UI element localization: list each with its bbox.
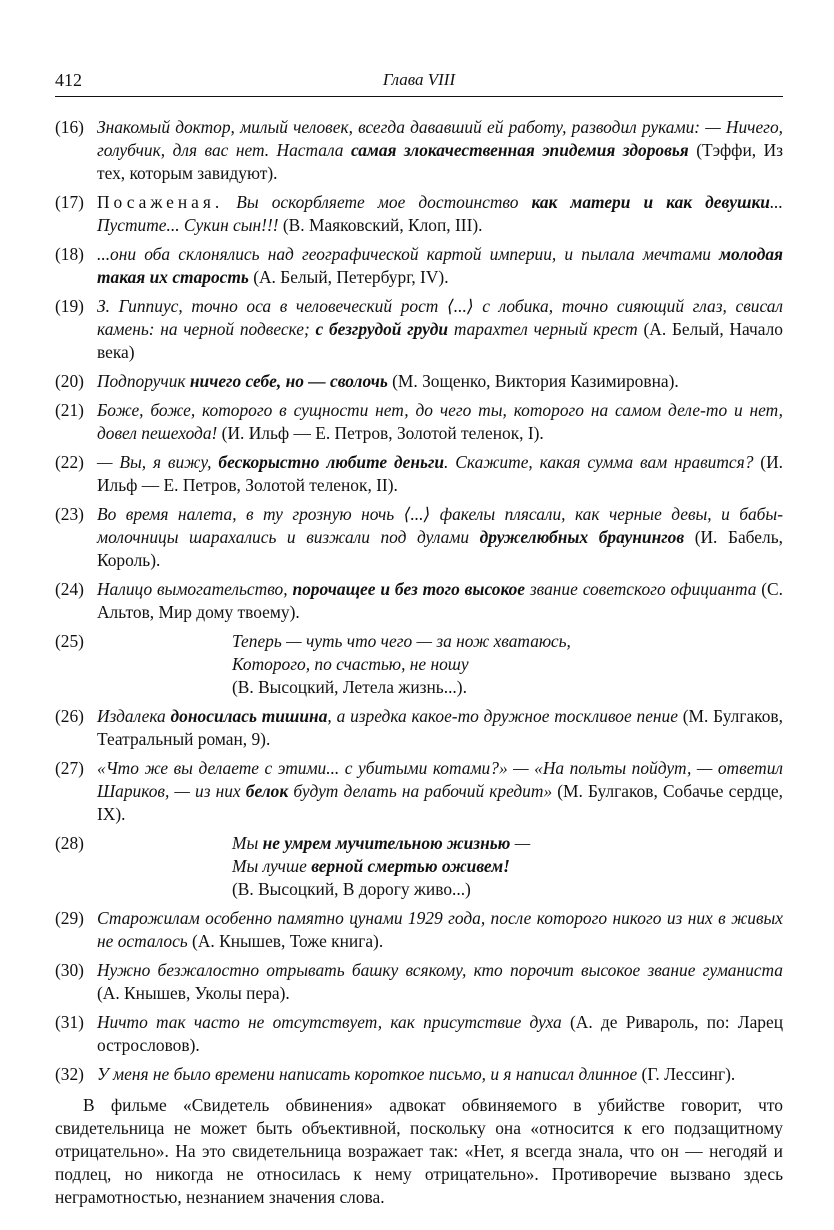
- example-list: [55, 116, 783, 1086]
- example-number: (31): [55, 1012, 84, 1032]
- source-citation: (А. Белый, Начало века): [97, 319, 783, 362]
- example-text: [97, 451, 783, 497]
- example-item: [55, 1063, 783, 1086]
- example-number: (26): [55, 706, 84, 726]
- source-citation: (А. Кнышев, Уколы пера).: [97, 983, 290, 1003]
- source-citation: (А. Кнышев, Тоже книга).: [187, 931, 384, 951]
- example-number: (18): [55, 244, 84, 264]
- example-text: [97, 243, 783, 289]
- example-number: (17): [55, 192, 84, 212]
- verse-line: [232, 878, 783, 901]
- emphasis-text: доносилась тишина: [170, 706, 328, 726]
- emphasis-text: порочащее и без того высокое: [292, 579, 526, 599]
- example-item: [55, 191, 783, 237]
- example-number: (24): [55, 579, 84, 599]
- example-text: [97, 1011, 783, 1057]
- example-number: (25): [55, 631, 84, 651]
- emphasis-text: ничего себе, но — сволочь: [189, 371, 388, 391]
- quote-text: Мы: [232, 833, 263, 853]
- quote-text: , а изредка какое-то дружное тоскливое пение: [327, 706, 678, 726]
- emphasis-text: белок: [245, 781, 289, 801]
- quote-text: Которого, по счастью, не ношу: [232, 654, 469, 674]
- example-text: [97, 959, 783, 1005]
- emphasis-text: не умрем мучительною жизнью: [262, 833, 511, 853]
- example-number: (19): [55, 296, 84, 316]
- quote-text: . Скажите, какая сумма вам нравится?: [444, 452, 754, 472]
- quote-text: будут делать на рабочий кредит»: [288, 781, 553, 801]
- example-item: [55, 907, 783, 953]
- verse-line: [232, 832, 783, 855]
- source-citation: (А. Белый, Петербург, IV).: [248, 267, 449, 287]
- source-citation: (Г. Лессинг).: [637, 1064, 736, 1084]
- quote-text: Мы лучше: [232, 856, 312, 876]
- source-citation: (В. Маяковский, Клоп, III).: [278, 215, 483, 235]
- example-item: [55, 243, 783, 289]
- example-text: [97, 116, 783, 185]
- example-item: [55, 705, 783, 751]
- source-citation: (В. Высоцкий, В дорогу живо...): [232, 879, 471, 899]
- quote-text: Ничто так часто не отсутствует, как присутствие духа: [97, 1012, 562, 1032]
- source-citation: (А. де Ривароль, по: Ларец острословов).: [97, 1012, 784, 1055]
- quote-text: Издалека: [97, 706, 171, 726]
- example-item: [55, 295, 783, 364]
- source-citation: (С. Альтов, Мир дому твоему).: [97, 579, 783, 622]
- emphasis-text: верной смертью оживем!: [311, 856, 510, 876]
- example-text: [97, 1063, 783, 1086]
- source-citation: (И. Бабель, Король).: [97, 527, 783, 570]
- example-number: (27): [55, 758, 84, 778]
- quote-text: тарахтел черный крест: [448, 319, 638, 339]
- example-number: (20): [55, 371, 84, 391]
- quote-text: З. Гиппиус, точно оса в человеческий рост ⟨...⟩ с лобика, точно сияющий глаз, свисал камень: на черной подвеске;: [97, 296, 783, 339]
- source-citation: (М. Зощенко, Виктория Казимировна).: [387, 371, 679, 391]
- quote-text: Вы оскорбляете мое достоинство: [223, 192, 532, 212]
- example-text: [97, 503, 783, 572]
- source-citation: (Тэффи, Из тех, которым завидуют).: [97, 140, 783, 183]
- example-number: (32): [55, 1064, 84, 1084]
- example-item: [55, 370, 783, 393]
- example-text: [97, 705, 783, 751]
- example-item: [55, 578, 783, 624]
- example-text: [97, 370, 783, 393]
- source-citation: (И. Ильф — Е. Петров, Золотой теленок, I).: [217, 423, 544, 443]
- quote-text: Нужно безжалостно отрывать башку всякому, кто порочит высокое звание гуманиста: [97, 960, 783, 980]
- chapter-title: Глава VIII: [382, 70, 456, 89]
- source-citation: (В. Высоцкий, Летела жизнь...).: [232, 677, 467, 697]
- example-item: [55, 630, 783, 699]
- example-item: [55, 757, 783, 826]
- quote-text: Подпоручик: [97, 371, 190, 391]
- body-paragraph: В фильме «Свидетель обвинения» адвокат обвиняемого в убийстве говорит, что свидетельница не может быть объективной, поскольку она «относится к его подзащитному отрицательно». На это свидетельница возражает так: «Нет, я всегда знала, что он — негодяй и подлец, но никогда не относилась к нему отрицательно». Противоречие вызвано здесь неграмотностью, незнанием значения слова.: [55, 1095, 783, 1207]
- quote-text: Посаженая.: [97, 192, 224, 212]
- example-item: [55, 451, 783, 497]
- emphasis-text: молодая такая их старость: [97, 244, 783, 287]
- example-text: [97, 578, 783, 624]
- example-number: (22): [55, 452, 84, 472]
- example-number: (29): [55, 908, 84, 928]
- source-citation: (М. Булгаков, Собачье сердце, IX).: [97, 781, 783, 824]
- quote-text: звание советского официанта: [525, 579, 757, 599]
- example-item: [55, 116, 783, 185]
- example-item: [55, 1011, 783, 1057]
- example-number: (16): [55, 117, 84, 137]
- quote-text: ...они оба склонялись над географической картой империи, и пылала мечтами: [97, 244, 720, 264]
- emphasis-text: как матери и как девушки: [531, 192, 770, 212]
- quote-text: Боже, боже, которого в сущности нет, до чего ты, которого на самом деле-то и нет, довел пешехода!: [97, 400, 783, 443]
- example-number: (23): [55, 504, 84, 524]
- running-header: [55, 68, 783, 97]
- emphasis-text: с безгрудой груди: [315, 319, 449, 339]
- example-text: [97, 399, 783, 445]
- verse-line: [232, 630, 783, 653]
- quote-text: Старожилам особенно памятно цунами 1929 года, после которого никого из них в живых не осталось: [97, 908, 783, 951]
- quote-text: У меня не было времени написать короткое письмо, и я написал длинное: [97, 1064, 638, 1084]
- verse-line: [232, 676, 783, 699]
- emphasis-text: бескорыстно любите деньги: [218, 452, 445, 472]
- example-text: [97, 757, 783, 826]
- example-text: [97, 630, 783, 699]
- example-text: [97, 191, 783, 237]
- page-number: 412: [55, 70, 82, 90]
- source-citation: (И. Ильф — Е. Петров, Золотой теленок, II).: [97, 452, 784, 495]
- quote-text: — Вы, я вижу,: [97, 452, 219, 472]
- source-citation: (М. Булгаков, Театральный роман, 9).: [97, 706, 783, 749]
- emphasis-text: самая злокачественная эпидемия здоровья: [350, 140, 689, 160]
- example-number: (28): [55, 833, 84, 853]
- quote-text: Теперь — чуть что чего — за нож хватаюсь,: [232, 631, 571, 651]
- quote-text: —: [510, 833, 531, 853]
- quote-text: «Что же вы делаете с этими... с убитыми котами?» — «На польты пойдут, — ответил Шариков, — из них: [97, 758, 783, 801]
- example-item: [55, 503, 783, 572]
- quote-text: Налицо вымогательство,: [97, 579, 293, 599]
- quote-text: Во время налета, в ту грозную ночь ⟨...⟩ факелы плясали, как черные девы, и бабы-молочницы шарахались и визжали под дулами: [97, 504, 783, 547]
- example-item: [55, 959, 783, 1005]
- quote-text: Знакомый доктор, милый человек, всегда дававший ей работу, разводил руками: — Ничего, голубчик, для вас нет. Настала: [97, 117, 783, 160]
- example-text: [97, 907, 783, 953]
- quote-text: ... Пустите... Сукин сын!!!: [97, 192, 783, 235]
- verse-line: [232, 653, 783, 676]
- example-text: [97, 832, 783, 901]
- example-number: (21): [55, 400, 84, 420]
- example-number: (30): [55, 960, 84, 980]
- example-item: [55, 399, 783, 445]
- example-text: [97, 295, 783, 364]
- page-body: [55, 116, 783, 1209]
- verse-line: [232, 855, 783, 878]
- example-item: [55, 832, 783, 901]
- emphasis-text: дружелюбных браунингов: [479, 527, 685, 547]
